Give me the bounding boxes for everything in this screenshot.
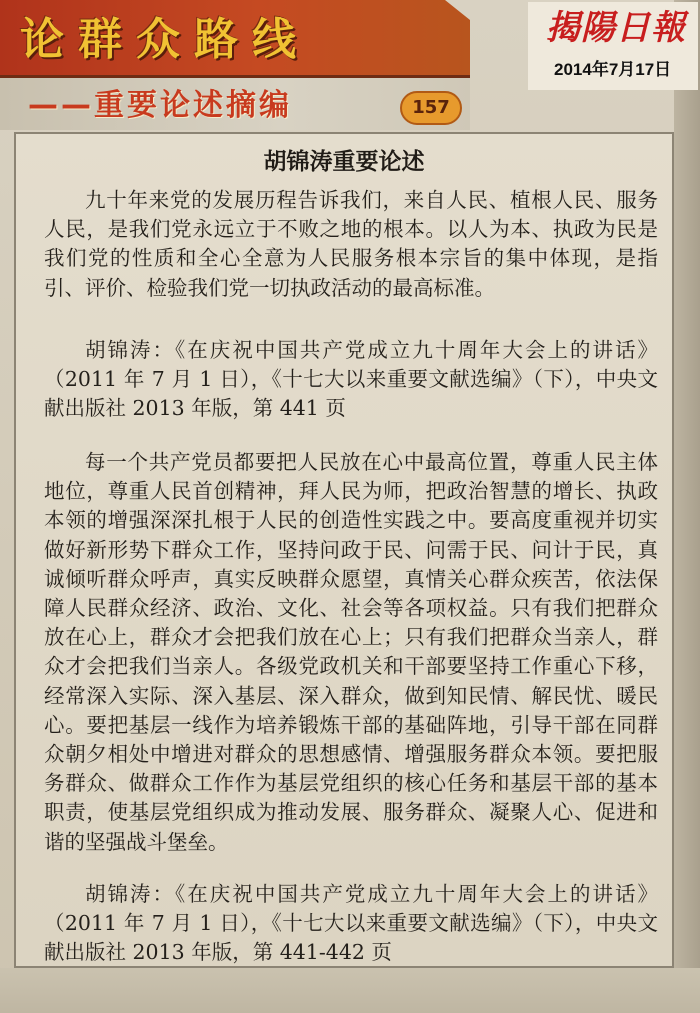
page-edge-shadow	[674, 0, 700, 1013]
issue-number-badge: 157	[400, 91, 462, 125]
article-paragraph-2: 每一个共产党员都要把人民放在心中最高位置，尊重人民主体地位，尊重人民首创精神，拜人民为师，把政治智慧的增长、执政本领的增强深深扎根于人民的创造性实践之中。要高度重视并切实做好新形势下群众工作，坚持问政于民、问需于民、问计于民，真诚倾听群众呼声，真实反映群众愿望，真情关心群众疾苦，依法保障人民群众经济、政治、文化、社会等各项权益。只有我们把群众放在心上，群众才会把我们放在心上；只有我们把群众当亲人，群众才会把我们当亲人。各级党政机关和干部要坚持工作重心下移，经常深入实际、深入基层、深入群众，做到知民情、解民忧、暖民心。要把基层一线作为培养锻炼干部的基础阵地，引导干部在同群众朝夕相处中增进对群众的思想感情、增强服务群众本领。要把服务群众、做群众工作作为基层党组织的核心任务和基层干部的基本职责，使基层党组织成为推动发展、服务群众、凝聚人心、促进和谐的坚强战斗堡垒。	[44, 450, 658, 854]
newspaper-logo: 揭陽日報	[546, 8, 686, 48]
article-citation-1: 胡锦涛：《在庆祝中国共产党成立九十周年大会上的讲话》（2011 年 7 月 1 日），《十七大以来重要文献选编》（下），中央文献出版社 2013 年版，第 441 页	[44, 338, 658, 421]
article-citation-2: 胡锦涛：《在庆祝中国共产党成立九十周年大会上的讲话》（2011 年 7 月 1 日），《十七大以来重要文献选编》（下），中央文献出版社 2013 年版，第 441-442 页	[44, 882, 658, 965]
column-subtitle: ——重要论述摘编	[28, 88, 292, 123]
column-title: 论群众路线	[20, 14, 310, 65]
publication-date: 2014年7月17日	[554, 60, 672, 79]
article-title: 胡锦涛重要论述	[263, 149, 425, 175]
article-paragraph-1: 九十年来党的发展历程告诉我们，来自人民、植根人民、服务人民，是我们党永远立于不败之地的根本。以人为本、执政为民是我们党的性质和全心全意为人民服务根本宗旨的集中体现，是指引、评价、检验我们党一切执政活动的最高标准。	[44, 188, 658, 300]
page-bottom-shadow	[0, 968, 700, 1013]
